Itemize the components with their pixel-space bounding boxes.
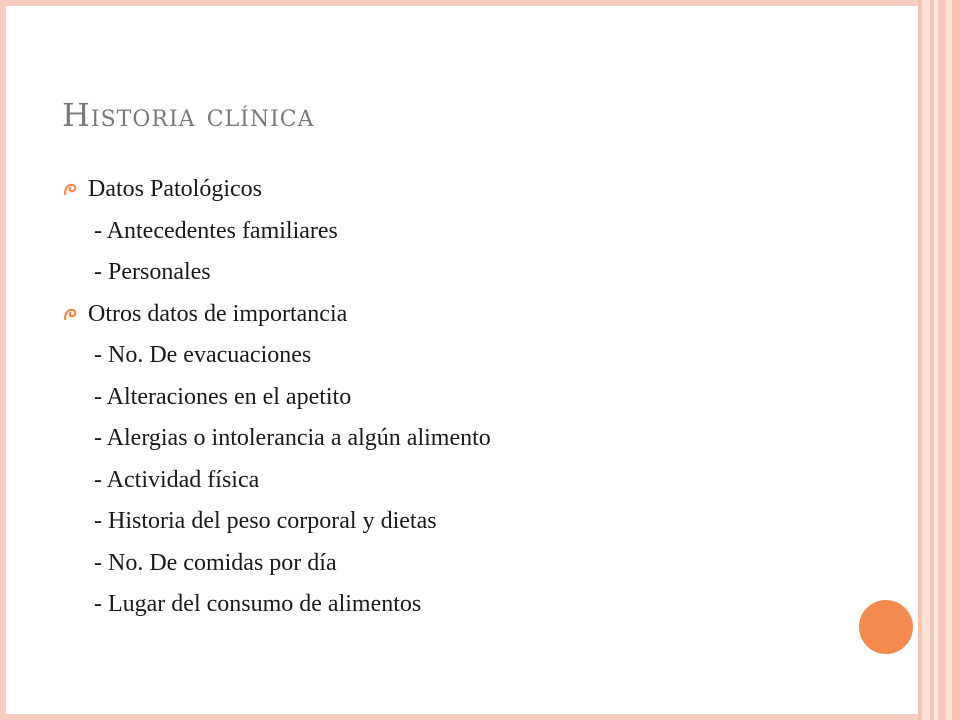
decorative-orange-circle [856, 597, 916, 657]
list-item-text: - Alergias o intolerancia a algún alimento [94, 425, 491, 451]
list-item [62, 380, 842, 422]
frame-left-border [0, 0, 6, 720]
list-item-text: - Personales [94, 259, 211, 285]
list-item-text: - Historia del peso corporal y dietas [94, 508, 437, 534]
bullet-icon [62, 306, 78, 322]
list-item-text: - Lugar del consumo de alimentos [94, 591, 422, 617]
list-item [62, 172, 842, 214]
list-item [62, 297, 842, 339]
right-stripe [922, 0, 930, 720]
list-item [62, 338, 842, 380]
list-item-text: Datos Patológicos [88, 176, 262, 202]
list-item [62, 463, 842, 505]
frame-top-border [0, 0, 918, 6]
bullet-list [62, 172, 842, 629]
list-item-text: - No. De evacuaciones [94, 342, 312, 368]
right-stripe [938, 0, 946, 720]
list-item [62, 504, 842, 546]
list-item [62, 214, 842, 256]
bullet-icon [62, 181, 78, 197]
list-item-text: - Actividad física [94, 466, 260, 493]
list-item-text: Otros datos de importancia [88, 300, 348, 327]
frame-bottom-border [0, 714, 918, 720]
list-item [62, 587, 842, 629]
list-item-text: - Alteraciones en el apetito [94, 383, 352, 410]
list-item [62, 421, 842, 463]
list-item-text: - Antecedentes familiares [94, 217, 338, 244]
slide-title: Historia clínica [62, 96, 315, 134]
list-item [62, 546, 842, 588]
list-item-text: - No. De comidas por día [94, 549, 337, 576]
list-item [62, 255, 842, 297]
right-stripe [952, 0, 960, 720]
